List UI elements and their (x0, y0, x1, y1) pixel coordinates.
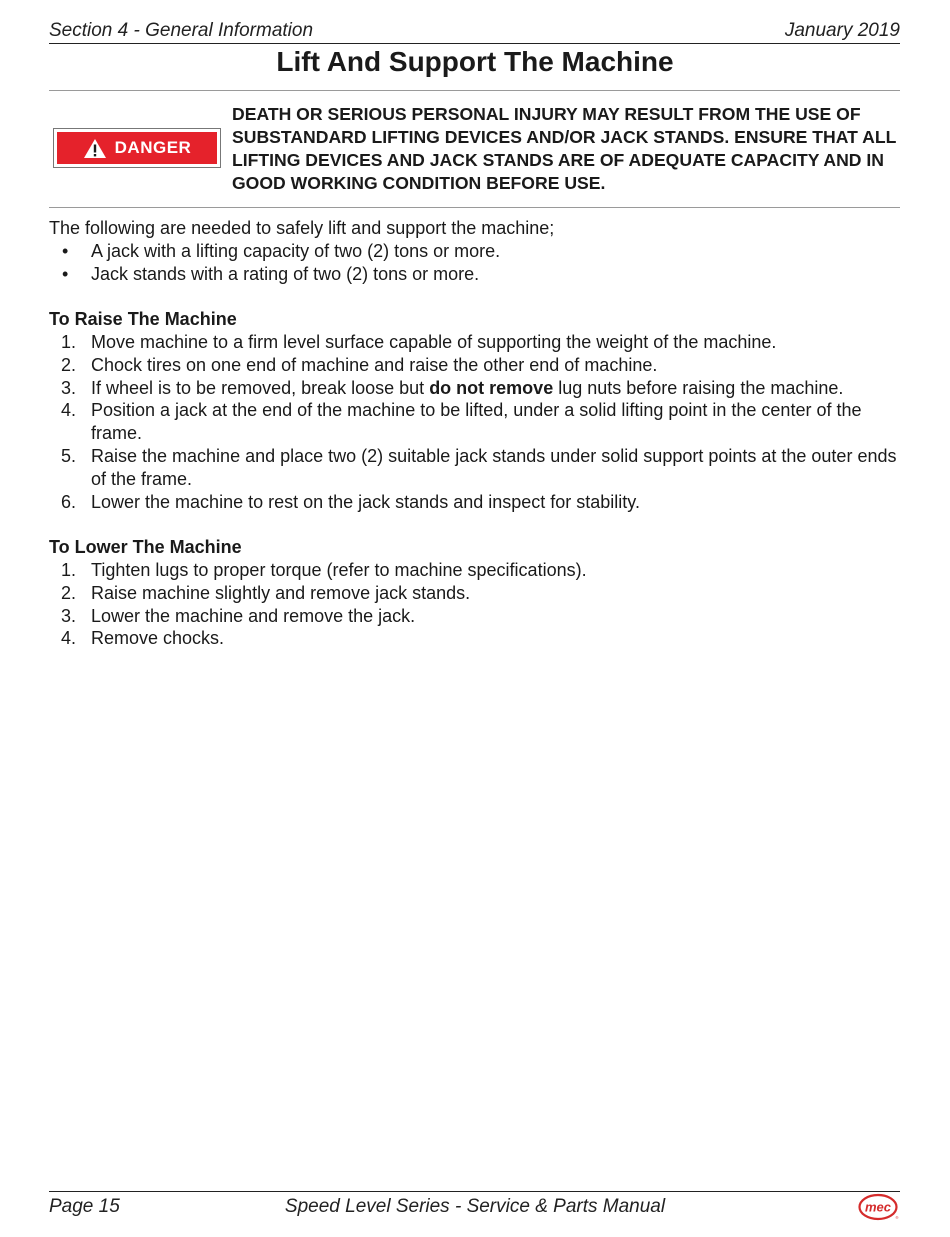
list-item (49, 263, 900, 286)
list-item (49, 240, 900, 263)
bullet-marker: • (62, 240, 69, 261)
page-number: Page 15 (49, 1196, 120, 1217)
step-text: Move machine to a firm level surface capable of supporting the weight of the machine. (91, 331, 777, 352)
page-title: Lift And Support The Machine (276, 46, 674, 77)
danger-badge-fill (57, 132, 217, 164)
step-text: Lower the machine to rest on the jack stands and inspect for stability. (91, 491, 640, 512)
step-item (49, 582, 900, 605)
warning-triangle-icon (83, 138, 107, 159)
step-text-pre: If wheel is to be removed, break loose but (91, 377, 430, 398)
lower-heading: To Lower The Machine (49, 537, 242, 558)
step-text: Tighten lugs to proper torque (refer to machine specifications). (91, 559, 587, 580)
lower-steps (49, 559, 900, 650)
svg-text:®: ® (895, 1215, 899, 1220)
list-item-text: A jack with a lifting capacity of two (2) tons or more. (91, 240, 501, 261)
danger-message: DEATH OR SERIOUS PERSONAL INJURY MAY RESULT FROM THE USE OF SUBSTANDARD LIFTING DEVICES AND/OR JACK STANDS. ENSURE THAT ALL LIFTING DEVICES AND JACK STANDS ARE OF ADEQUATE CAPACITY AND IN GOOD WORKING CONDITION BEFORE USE. (232, 104, 897, 193)
raise-heading: To Raise The Machine (49, 309, 237, 330)
raise-steps (49, 331, 900, 513)
svg-text:mec: mec (864, 1199, 892, 1215)
mec-logo-icon (858, 1193, 900, 1221)
step-number: 3. (61, 377, 77, 398)
step-number: 2. (61, 354, 77, 375)
page-header (49, 18, 900, 42)
step-text: Raise machine slightly and remove jack stands. (91, 582, 471, 603)
bullet-marker: • (62, 263, 69, 284)
step-item (49, 331, 900, 354)
step-item (49, 605, 900, 628)
step-text: Remove chocks. (91, 628, 225, 649)
step-number: 5. (61, 445, 77, 466)
header-divider (49, 43, 900, 44)
danger-top-divider (49, 90, 900, 91)
step-number: 1. (61, 331, 77, 352)
danger-label: DANGER (114, 138, 192, 157)
step-number: 4. (61, 628, 77, 649)
section-label: Section 4 - General Information (49, 20, 314, 41)
step-item (49, 559, 900, 582)
step-number: 4. (61, 400, 77, 421)
step-text: Lower the machine and remove the jack. (91, 605, 416, 626)
step-item (49, 377, 900, 400)
step-text: Raise the machine and place two (2) suitable jack stands under solid support points at the outer ends of the frame. (91, 445, 897, 489)
step-number: 1. (61, 559, 77, 580)
danger-badge (53, 128, 221, 168)
step-text-emphasis: do not remove (429, 377, 554, 398)
main-content (49, 217, 900, 650)
step-item (49, 627, 900, 650)
manual-title: Speed Level Series - Service & Parts Manual (284, 1196, 666, 1217)
step-number: 2. (61, 582, 77, 603)
step-item (49, 354, 900, 377)
footer-divider (49, 1191, 900, 1192)
step-text: Chock tires on one end of machine and raise the other end of machine. (91, 354, 658, 375)
step-item (49, 399, 900, 445)
header-date: January 2019 (784, 20, 900, 41)
step-number: 6. (61, 491, 77, 512)
requirements-list (49, 240, 900, 286)
step-text: Position a jack at the end of the machine to be lifted, under a solid lifting point in the center of the frame. (91, 400, 862, 444)
intro-text: The following are needed to safely lift and support the machine; (49, 218, 555, 238)
step-item (49, 445, 900, 491)
step-number: 3. (61, 605, 77, 626)
step-item (49, 491, 900, 514)
list-item-text: Jack stands with a rating of two (2) tons or more. (91, 263, 480, 284)
danger-bottom-divider (49, 207, 900, 208)
step-text-post: lug nuts before raising the machine. (553, 377, 844, 398)
